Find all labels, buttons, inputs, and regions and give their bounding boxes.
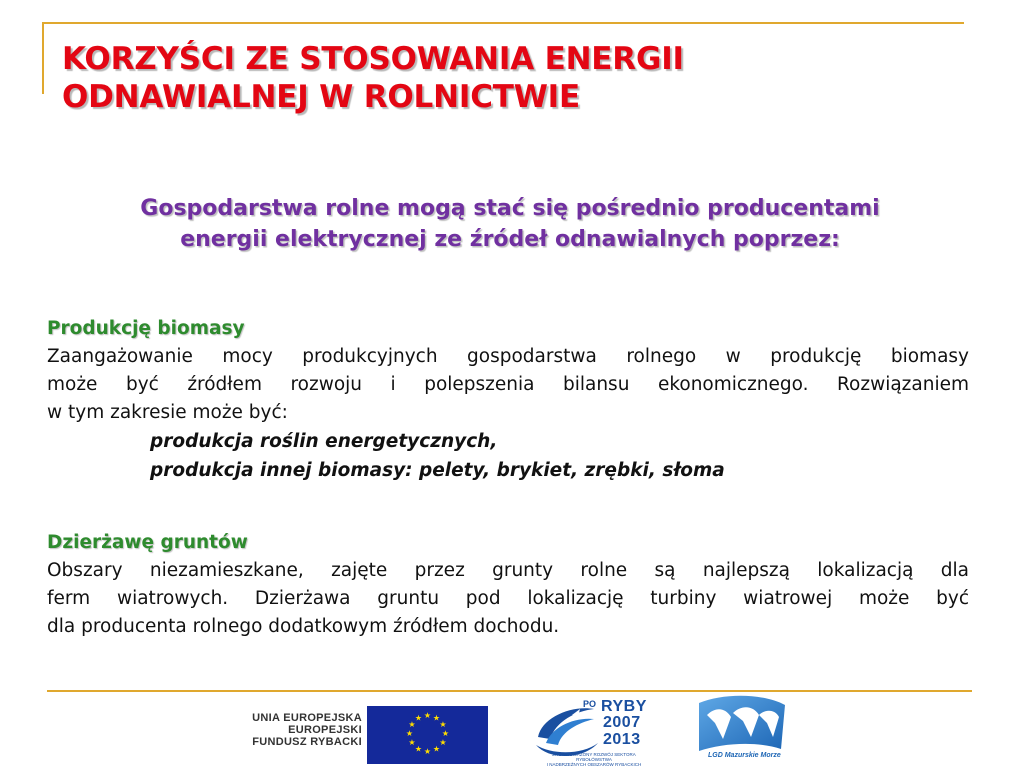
ryby-caption-line: I NADBRZEŻNYCH OBSZARÓW RYBACKICH (546, 762, 642, 767)
paragraph-line: w tym zakresie może być: (47, 402, 288, 423)
eu-fund-label (232, 712, 362, 748)
bottom-border-rule (47, 690, 972, 692)
paragraph-line: Obszary niezamieszkane, zajęte przez grunty rolne są najlepszą lokalizacją dla (47, 560, 969, 581)
slide-subtitle (60, 193, 960, 255)
svg-text:★: ★ (414, 713, 423, 723)
section-heading: Produkcję biomasy (47, 318, 245, 339)
svg-text:★: ★ (423, 747, 432, 756)
ryby-year-end: 2013 (603, 731, 641, 748)
eu-stars-icon (367, 706, 488, 764)
section-paragraph (47, 557, 969, 641)
ryby-caption-line: ZRÓWNOWAŻONY ROZWÓJ SEKTORA RYBOŁÓWSTWA (552, 752, 636, 762)
title-line: ODNAWIALNEJ W ROLNICTWIE (62, 79, 580, 115)
biomass-list (47, 427, 969, 485)
svg-text:★: ★ (432, 713, 441, 723)
ryby-year-start: 2007 (603, 714, 641, 731)
subtitle-line: energii elektrycznej ze źródeł odnawialnych poprzez: (180, 227, 840, 252)
svg-text:★: ★ (405, 729, 414, 738)
title-line: KORZYŚCI ZE STOSOWANIA ENERGII (62, 41, 684, 77)
svg-text:★: ★ (423, 711, 432, 720)
slide-title (62, 40, 962, 116)
svg-text:★: ★ (414, 744, 423, 754)
eu-flag-icon (367, 706, 488, 764)
svg-text:★: ★ (408, 720, 416, 729)
eu-label-line: FUNDUSZ RYBACKI (252, 736, 362, 748)
svg-text:★: ★ (439, 738, 447, 747)
svg-text:★: ★ (432, 744, 441, 754)
list-item: produkcja roślin energetycznych, (150, 431, 498, 452)
subtitle-line: Gospodarstwa rolne mogą stać się pośrednio producentami (140, 196, 880, 221)
paragraph-line: ferm wiatrowych. Dzierżawa gruntu pod lokalizację turbiny wiatrowej może być (47, 588, 969, 609)
ryby-small-caption (538, 752, 650, 767)
ryby-po-label: PO (583, 699, 597, 709)
paragraph-line: może być źródłem rozwoju i polepszenia bilansu ekonomicznego. Rozwiązaniem (47, 374, 969, 395)
section-paragraph (47, 343, 969, 427)
section-land-lease (47, 529, 969, 641)
ryby-name-label: RYBY (601, 698, 647, 715)
section-heading: Dzierżawę gruntów (47, 532, 248, 553)
eu-label-line: UNIA EUROPEJSKA (252, 712, 362, 724)
section-biomass (47, 315, 969, 485)
svg-text:★: ★ (439, 720, 447, 729)
lgd-caption: LGD Mazurskie Morze (708, 752, 781, 759)
paragraph-line: Zaangażowanie mocy produkcyjnych gospodarstwa rolnego w produkcję biomasy (47, 346, 969, 367)
svg-text:★: ★ (441, 729, 450, 738)
list-item: produkcja innej biomasy: pelety, brykiet, zrębki, słoma (150, 460, 725, 481)
left-border-rule (42, 22, 44, 94)
top-border-rule (42, 22, 964, 24)
eu-label-line: EUROPEJSKI (288, 724, 362, 736)
paragraph-line: dla producenta rolnego dodatkowym źródłem dochodu. (47, 616, 560, 637)
svg-text:★: ★ (408, 738, 416, 747)
